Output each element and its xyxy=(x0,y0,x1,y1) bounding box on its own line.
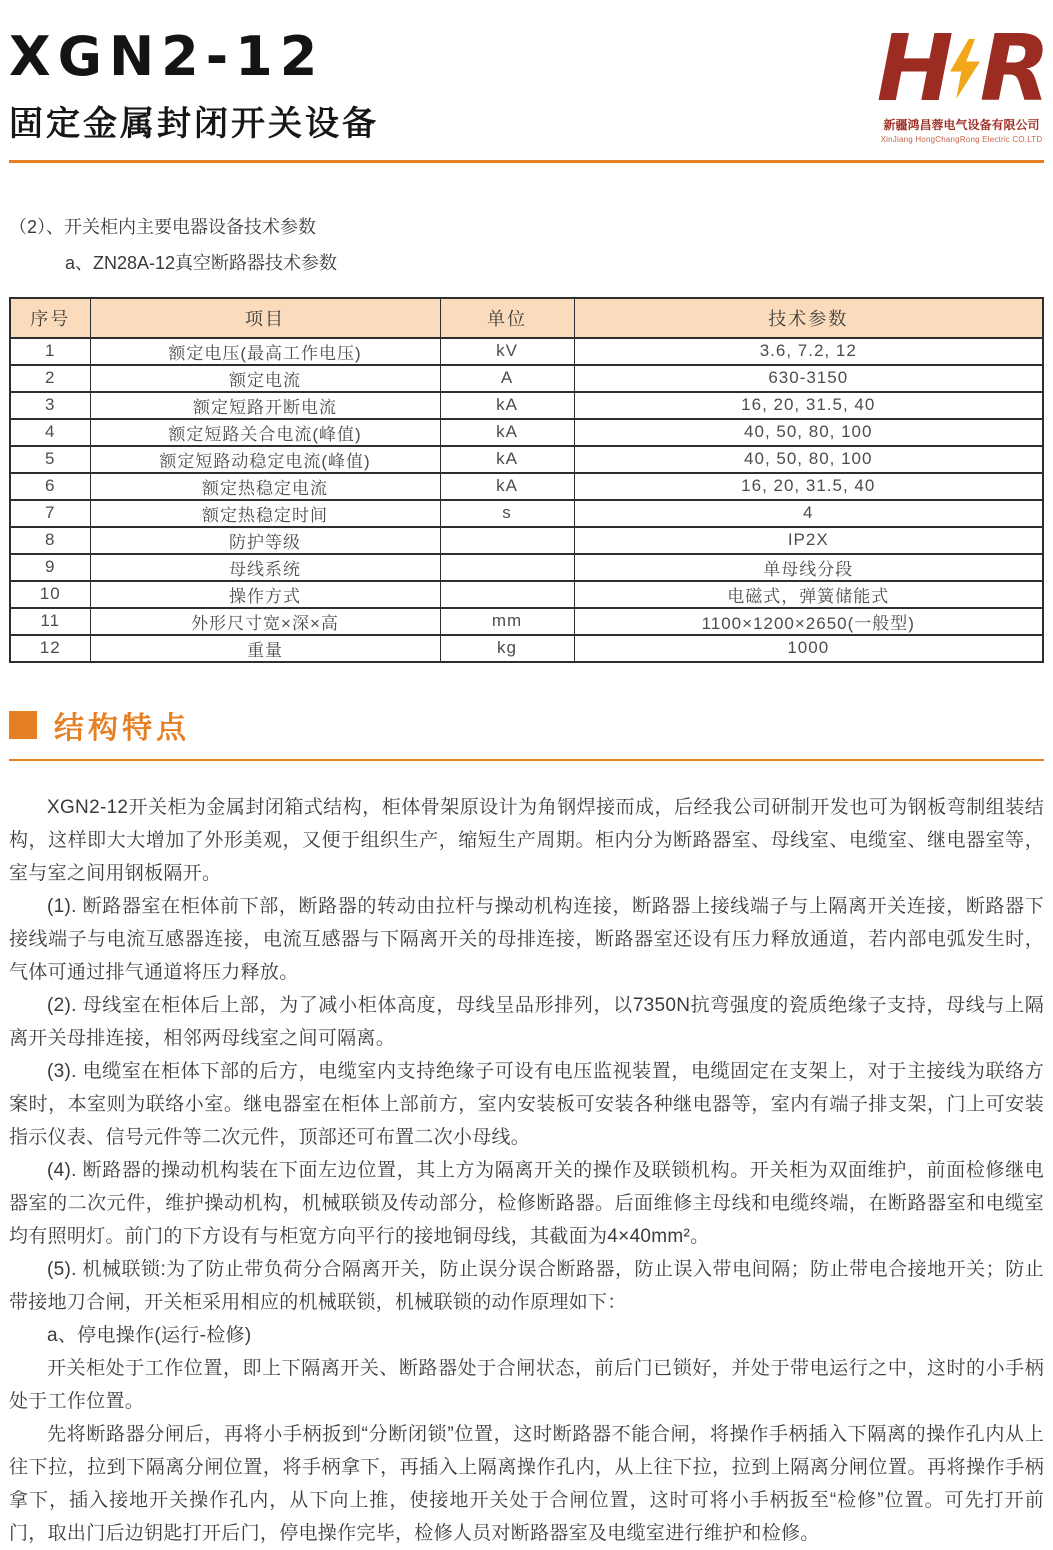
table-cell: 额定短路关合电流(峰值) xyxy=(90,419,440,446)
body-paragraph: a、停电操作(运行-检修) xyxy=(47,1324,252,1346)
table-cell: 4 xyxy=(10,419,90,446)
table-cell: 额定热稳定电流 xyxy=(90,473,440,500)
table-cell: 单母线分段 xyxy=(574,554,1043,581)
logo-letter-r: R xyxy=(979,15,1047,122)
body-paragraph: (1). 断路器室在柜体前下部，断路器的转动由拉杆与操动机构连接，断路器上接线端子与上隔离开关连接，断路器下接线端子与电流互感器连接，电流互感器与下隔离开关的母排连接，断路器室还设有压力释放通道，若内部电弧发生时，气体可通过排气通道将压力释放。 xyxy=(9,895,1044,983)
table-cell: 1 xyxy=(10,338,90,365)
body-paragraph: (2). 母线室在柜体后上部，为了减小柜体高度，母线呈品形排列，以7350N抗弯强度的瓷质绝缘子支持，母线与上隔离开关母排连接，相邻两母线室之间可隔离。 xyxy=(9,994,1044,1049)
table-cell: 40, 50, 80, 100 xyxy=(574,446,1043,473)
table-row xyxy=(10,581,1043,608)
table-cell: 1000 xyxy=(574,635,1043,662)
table-cell: 防护等级 xyxy=(90,527,440,554)
table-row xyxy=(10,473,1043,500)
table-row xyxy=(10,554,1043,581)
header-divider xyxy=(9,160,1044,163)
table-cell: IP2X xyxy=(574,527,1043,554)
table-cell: 额定电压(最高工作电压) xyxy=(90,338,440,365)
table-cell: 4 xyxy=(574,500,1043,527)
table-cell: 16, 20, 31.5, 40 xyxy=(574,392,1043,419)
intro-block xyxy=(9,213,1044,275)
title-block xyxy=(9,25,379,145)
column-header-parameter: 技术参数 xyxy=(574,298,1043,338)
table-cell: 3.6, 7.2, 12 xyxy=(574,338,1043,365)
table-cell: kA xyxy=(440,419,574,446)
section-divider xyxy=(9,759,1044,761)
table-cell: kg xyxy=(440,635,574,662)
table-row xyxy=(10,635,1043,662)
spec-table-head xyxy=(10,298,1043,338)
column-header-item: 项目 xyxy=(90,298,440,338)
table-body xyxy=(10,338,1043,662)
table-row xyxy=(10,365,1043,392)
lightning-bolt-icon xyxy=(950,30,980,108)
page-title: XGN2-12 xyxy=(9,25,325,88)
section-title: 结构特点 xyxy=(54,711,190,745)
intro-line-1: （2）、开关柜内主要电器设备技术参数 xyxy=(9,216,317,237)
table-cell: 16, 20, 31.5, 40 xyxy=(574,473,1043,500)
table-cell: 额定短路动稳定电流(峰值) xyxy=(90,446,440,473)
table-cell: mm xyxy=(440,608,574,635)
section-heading xyxy=(9,703,1044,747)
column-header-unit: 单位 xyxy=(440,298,574,338)
table-cell: 母线系统 xyxy=(90,554,440,581)
table-row xyxy=(10,338,1043,365)
company-logo xyxy=(876,15,1047,144)
intro-line-2: a、ZN28A-12真空断路器技术参数 xyxy=(65,252,338,273)
table-header-row xyxy=(10,298,1043,338)
body-paragraph: 先将断路器分闸后，再将小手柄扳到“分断闭锁”位置，这时断路器不能合闸，将操作手柄插入下隔离的操作孔内从上往下拉，拉到下隔离分闸位置，将手柄拿下，再插入上隔离操作孔内，从上往下拉，拉到上隔离分闸位置。再将操作手柄拿下，插入接地开关操作孔内，从下向上推，使接地开关处于合闸位置，这时可将小手柄扳至“检修”位置。可先打开前门，取出门后边钥匙打开后门，停电操作完毕，检修人员对断路器室及电缆室进行维护和检修。 xyxy=(9,1423,1044,1544)
table-cell: A xyxy=(440,365,574,392)
table-cell: kA xyxy=(440,473,574,500)
table-cell: 10 xyxy=(10,581,90,608)
table-cell: 40, 50, 80, 100 xyxy=(574,419,1043,446)
table-cell: 重量 xyxy=(90,635,440,662)
table-row xyxy=(10,527,1043,554)
table-cell xyxy=(440,554,574,581)
table-cell xyxy=(440,581,574,608)
body-paragraph: 开关柜处于工作位置，即上下隔离开关、断路器处于合闸状态，前后门已锁好，并处于带电运行之中，这时的小手柄处于工作位置。 xyxy=(9,1357,1044,1412)
table-cell: kA xyxy=(440,446,574,473)
table-cell: 操作方式 xyxy=(90,581,440,608)
table-cell: 电磁式，弹簧储能式 xyxy=(574,581,1043,608)
section-bullet-square-icon xyxy=(9,711,37,739)
table-cell: s xyxy=(440,500,574,527)
table-row xyxy=(10,419,1043,446)
table-cell: 额定电流 xyxy=(90,365,440,392)
table-cell: 1100×1200×2650(一般型) xyxy=(574,608,1043,635)
table-row xyxy=(10,446,1043,473)
table-row xyxy=(10,392,1043,419)
table-cell: kV xyxy=(440,338,574,365)
table-cell: 2 xyxy=(10,365,90,392)
page-subtitle: 固定金属封闭开关设备 xyxy=(9,104,379,143)
body-paragraph: (3). 电缆室在柜体下部的后方，电缆室内支持绝缘子可设有电压监视装置，电缆固定在支架上，对于主接线为联络方案时，本室则为联络小室。继电器室在柜体上部前方，室内安装板可安装各种继电器等，室内有端子排支架，门上可安装指示仪表、信号元件等二次元件，顶部还可布置二次小母线。 xyxy=(9,1060,1044,1148)
table-cell: 额定热稳定时间 xyxy=(90,500,440,527)
table-row xyxy=(10,500,1043,527)
table-cell: 11 xyxy=(10,608,90,635)
logo-monogram xyxy=(876,15,1047,122)
table-cell: 3 xyxy=(10,392,90,419)
body-paragraph: (4). 断路器的操动机构装在下面左边位置，其上方为隔离开关的操作及联锁机构。开关柜为双面维护，前面检修继电器室的二次元件，维护操动机构，机械联锁及传动部分，检修断路器。后面维修主母线和电缆终端，在断路器室和电缆室均有照明灯。前门的下方设有与柜宽方向平行的接地铜母线，其截面为4×40mm²。 xyxy=(9,1159,1044,1247)
table-cell: 额定短路开断电流 xyxy=(90,392,440,419)
page-header xyxy=(9,15,1047,145)
table-cell: 7 xyxy=(10,500,90,527)
body-paragraph: (5). 机械联锁:为了防止带负荷分合隔离开关，防止误分误合断路器，防止误入带电间隔；防止带电合接地开关；防止带接地刀合闸，开关柜采用相应的机械联锁，机械联锁的动作原理如下： xyxy=(9,1258,1044,1313)
table-cell: 630-3150 xyxy=(574,365,1043,392)
company-name-en: XinJiang HongChangRong Electric CO.LTD xyxy=(880,135,1043,144)
table-cell: 6 xyxy=(10,473,90,500)
spec-table xyxy=(9,297,1044,663)
table-cell: 12 xyxy=(10,635,90,662)
logo-letter-h: H xyxy=(876,15,950,122)
table-cell xyxy=(440,527,574,554)
company-name-cn: 新疆鸿昌蓉电气设备有限公司 xyxy=(883,118,1040,132)
table-cell: 外形尺寸宽×深×高 xyxy=(90,608,440,635)
table-cell: 5 xyxy=(10,446,90,473)
body-paragraph: XGN2-12开关柜为金属封闭箱式结构，柜体骨架原设计为角钢焊接而成，后经我公司研制开发也可为钢板弯制组装结构，这样即大大增加了外形美观，又便于组织生产，缩短生产周期。柜内分为断路器室、母线室、电缆室、继电器室等，室与室之间用钢板隔开。 xyxy=(9,796,1044,884)
table-cell: 9 xyxy=(10,554,90,581)
body-paragraphs xyxy=(9,791,1044,1550)
column-header-index: 序号 xyxy=(10,298,90,338)
table-row xyxy=(10,608,1043,635)
table-cell: kA xyxy=(440,392,574,419)
table-cell: 8 xyxy=(10,527,90,554)
